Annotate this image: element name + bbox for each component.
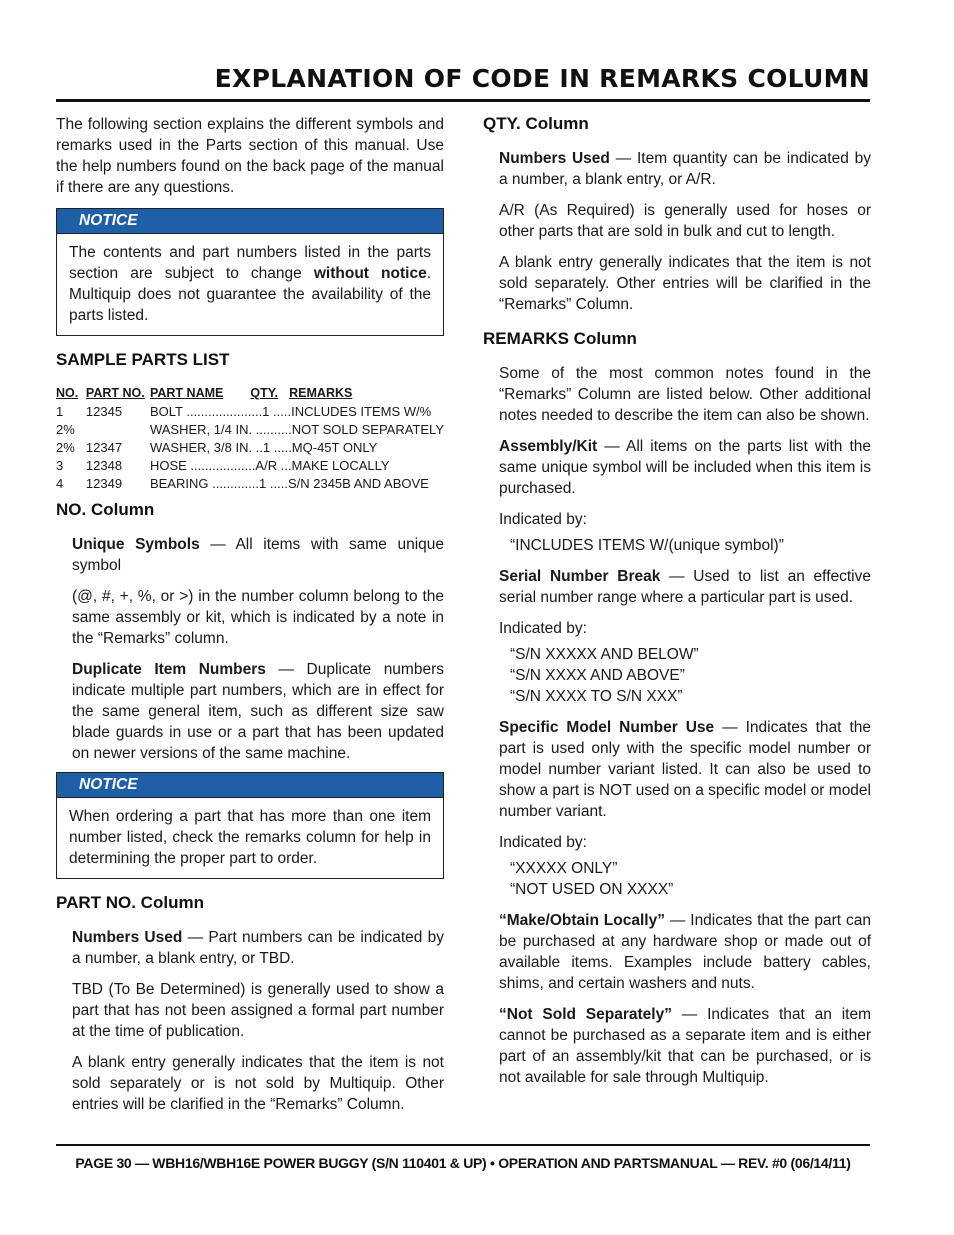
sample-parts-heading: SAMPLE PARTS LIST (56, 350, 230, 369)
col-header-remarks: REMARKS (289, 386, 353, 400)
part-numbers-used-text: — Part numbers can be indicated by a number, a blank entry, or TBD. (72, 929, 444, 967)
table-row (56, 420, 444, 438)
make-locally-label: “Make/Obtain Locally” (499, 912, 665, 929)
qty-numbers-used-label: Numbers Used (499, 150, 610, 167)
col-header-qty: QTY. (250, 386, 279, 400)
part-numbers-used-paragraph (72, 927, 444, 969)
cell-no: 2% (56, 439, 75, 455)
notice-header: NOTICE (57, 209, 443, 234)
no-column-heading: NO. Column (56, 500, 155, 519)
page-footer: PAGE 30 — WBH16/WBH16E POWER BUGGY (S/N 110401 & UP) • OPERATION AND PARTSMANUAL — REV. #0 (06/14/11) (75, 1155, 851, 1171)
cell-description: WASHER, 1/4 IN. ..........NOT SOLD SEPARATELY (149, 421, 444, 437)
notice-text-bold: without notice (313, 265, 427, 282)
cell-no: 3 (56, 457, 64, 473)
cell-description: WASHER, 3/8 IN. ..1 .....MQ-45T ONLY (149, 439, 378, 455)
page-title: EXPLANATION OF CODE IN REMARKS COLUMN (214, 64, 870, 93)
indicated-by-label: Indicated by: (499, 511, 587, 528)
cell-no: 2% (56, 421, 75, 437)
unique-symbols-paragraph (72, 534, 444, 576)
qty-numbers-used-text: — Item quantity can be indicated by a number, a blank entry, or A/R. (499, 150, 871, 188)
model-number-paragraph (499, 717, 871, 822)
cell-part-no (86, 420, 150, 438)
cell-part-no: 12349 (85, 475, 123, 491)
cell-part-no: 12348 (85, 457, 123, 473)
not-sold-separately-label: “Not Sold Separately” (499, 1006, 672, 1023)
notice-body (57, 798, 443, 878)
assembly-example: “INCLUDES ITEMS W/(unique symbol)” (510, 537, 784, 554)
serial-example: “S/N XXXX TO S/N XXX” (510, 688, 683, 705)
intro-paragraph: The following section explains the different symbols and remarks used in the Parts section of this manual. Use the help numbers found on the back page of the manual if there are any questions. (56, 116, 444, 196)
serial-break-label: Serial Number Break (499, 568, 661, 585)
assembly-kit-paragraph (499, 436, 871, 499)
notice-header: NOTICE (57, 773, 443, 798)
make-locally-text: — Indicates that the part can be purchased at any hardware shop or made out of available items. Examples include battery cables, shims, and certain washers and nuts. (499, 912, 871, 992)
right-column (483, 114, 871, 1088)
cell-no: 4 (56, 475, 64, 491)
unique-symbols-label: Unique Symbols (72, 536, 200, 553)
notice-text (69, 242, 431, 326)
serial-break-text: — Used to list an effective serial number range where a particular part is used. (499, 568, 871, 606)
tbd-paragraph: TBD (To Be Determined) is generally used to show a part that has not been assigned a formal part number at the time of publication. (72, 981, 444, 1040)
table-header-row (56, 386, 444, 402)
sample-parts-table (56, 386, 444, 492)
qty-column-heading: QTY. Column (483, 114, 589, 133)
cell-description: HOSE ..................A/R ...MAKE LOCALLY (149, 457, 390, 473)
bottom-rule (56, 1144, 870, 1146)
common-notes-paragraph: Some of the most common notes found in the “Remarks” Column are listed below. Other additional notes needed to describe the item can also be shown. (499, 365, 871, 424)
unique-symbols-text: — All items with same unique symbol (72, 536, 444, 574)
serial-break-paragraph (499, 566, 871, 608)
notice-text: When ordering a part that has more than one item number listed, check the remarks column for help in determining the proper part to order. (69, 808, 431, 867)
notice-text-a: The contents and part numbers listed in the parts section are subject to change (69, 244, 431, 282)
table-row (56, 474, 444, 492)
notice-box-contents (56, 208, 444, 336)
table-row (56, 456, 444, 474)
left-column (56, 114, 444, 1115)
symbols-paragraph: (@, #, +, %, or >) in the number column belong to the same assembly or kit, which is indicated by a note in the “Remarks” column. (72, 588, 444, 647)
cell-part-no: 12347 (85, 439, 123, 455)
notice-text-c: . Multiquip does not guarantee the availability of the parts listed. (69, 265, 431, 324)
duplicate-items-text: — Duplicate numbers indicate multiple part numbers, which are in effect for the same general item, such as different size saw blade guards in use or a part that has been updated on newer versions of the same machine. (72, 661, 444, 762)
remarks-column-heading: REMARKS Column (483, 329, 637, 348)
cell-description: BEARING .............1 .....S/N 2345B AND ABOVE (149, 475, 429, 491)
top-rule (56, 99, 870, 102)
not-sold-separately-text: — Indicates that an item cannot be purchased as a separate item and is either part of an assembly/kit that can be purchased, or is not available for sale through Multiquip. (499, 1006, 871, 1086)
qty-numbers-used-paragraph (499, 148, 871, 190)
notice-body (57, 234, 443, 335)
col-header-rest (150, 386, 444, 402)
indicated-by-label: Indicated by: (499, 834, 587, 851)
col-header-part-name: PART NAME (149, 386, 224, 400)
cell-part-no: 12345 (85, 403, 123, 419)
assembly-kit-text: — All items on the parts list with the same unique symbol will be included when this item is purchased. (499, 438, 871, 497)
part-no-column-heading: PART NO. Column (56, 893, 204, 912)
col-header-no: NO. (56, 386, 79, 400)
as-required-paragraph: A/R (As Required) is generally used for hoses or other parts that are sold in bulk and cut to length. (499, 202, 871, 240)
qty-blank-entry-paragraph: A blank entry generally indicates that the item is not sold separately. Other entries will be clarified in the “Remarks” Column. (499, 254, 871, 313)
serial-example: “S/N XXXX AND ABOVE” (510, 667, 685, 684)
blank-entry-paragraph: A blank entry generally indicates that the item is not sold separately or is not sold by Multiquip. Other entries will be clarified in the “Remarks” Column. (72, 1054, 444, 1113)
model-number-label: Specific Model Number Use (499, 719, 715, 736)
model-number-text: — Indicates that the part is used only with the specific model number or model number variant listed. It can also be used to show a part is NOT used on a specific model or model number variant. (499, 719, 871, 820)
serial-example: “S/N XXXXX AND BELOW” (510, 646, 699, 663)
not-sold-separately-paragraph (499, 1004, 871, 1088)
make-locally-paragraph (499, 910, 871, 994)
notice-box-ordering (56, 772, 444, 879)
part-numbers-used-label: Numbers Used (72, 929, 183, 946)
assembly-kit-label: Assembly/Kit (499, 438, 598, 455)
duplicate-items-label: Duplicate Item Numbers (72, 661, 266, 678)
model-example: “NOT USED ON XXXX” (510, 881, 674, 898)
col-header-part-no: PART NO. (85, 386, 145, 400)
table-row (56, 438, 444, 456)
duplicate-items-paragraph (72, 659, 444, 764)
indicated-by-label: Indicated by: (499, 620, 587, 637)
model-example: “XXXXX ONLY” (510, 860, 618, 877)
cell-description: BOLT .....................1 .....INCLUDES ITEMS W/% (149, 403, 432, 419)
cell-no: 1 (56, 403, 64, 419)
table-row (56, 402, 444, 420)
